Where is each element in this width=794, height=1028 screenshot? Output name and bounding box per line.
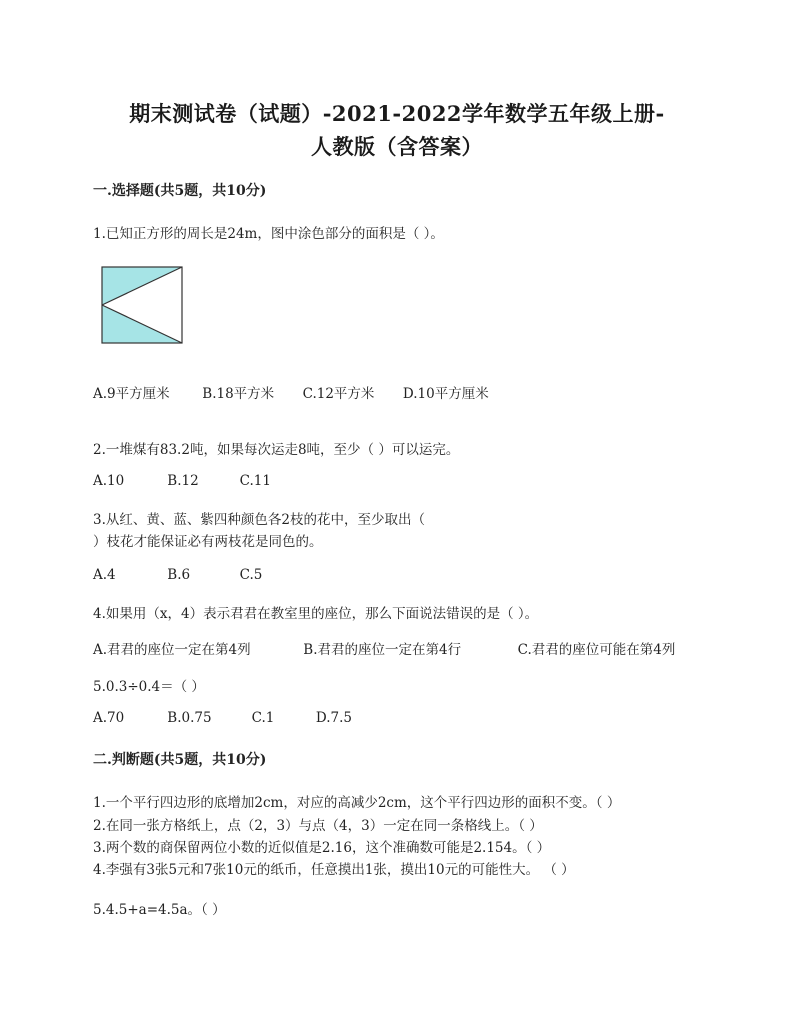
option-b: B.12 bbox=[167, 473, 199, 489]
option-b: B.0.75 bbox=[167, 710, 212, 726]
square-shaded-figure bbox=[101, 266, 183, 348]
question-1-stem: 1.已知正方形的周长是24m，图中涂色部分的面积是（ ）。 bbox=[93, 226, 444, 242]
true-false-item-2: 2.在同一张方格纸上，点（2，3）与点（4，3）一定在同一条格线上。（ ） bbox=[93, 818, 543, 834]
question-5-stem: 5.0.3÷0.4＝（ ） bbox=[93, 679, 205, 695]
question-2-stem: 2.一堆煤有83.2吨，如果每次运走8吨，至少（ ）可以运完。 bbox=[93, 442, 460, 458]
option-a: A.4 bbox=[93, 567, 116, 583]
option-b: B.君君的座位一定在第4行 bbox=[303, 642, 462, 658]
question-3-stem-line-2: ）枝花才能保证必有两枝花是同色的。 bbox=[93, 534, 323, 550]
option-c: C.12平方米 bbox=[302, 386, 375, 402]
question-4-stem: 4.如果用（x，4）表示君君在教室里的座位，那么下面说法错误的是（ ）。 bbox=[93, 606, 539, 622]
option-c: C.5 bbox=[239, 567, 263, 583]
option-c: C.1 bbox=[251, 710, 275, 726]
true-false-item-1: 1.一个平行四边形的底增加2cm，对应的高减少2cm，这个平行四边形的面积不变。（ ） bbox=[93, 795, 621, 811]
question-4-options bbox=[93, 638, 675, 658]
option-b: B.18平方米 bbox=[202, 386, 275, 402]
square-diagram bbox=[101, 266, 183, 344]
option-a: A.君君的座位一定在第4列 bbox=[93, 642, 251, 658]
option-a: A.9平方厘米 bbox=[93, 386, 170, 402]
section-1-heading: 一.选择题(共5题，共10分) bbox=[93, 183, 267, 199]
option-d: D.10平方厘米 bbox=[402, 386, 489, 402]
true-false-item-3: 3.两个数的商保留两位小数的近似值是2.16，这个准确数可能是2.154。（ ） bbox=[93, 840, 551, 856]
option-b: B.6 bbox=[167, 567, 191, 583]
true-false-item-4: 4.李强有3张5元和7张10元的纸币，任意摸出1张，摸出10元的可能性大。 （ ） bbox=[93, 862, 575, 878]
option-a: A.10 bbox=[93, 473, 125, 489]
section-2-heading: 二.判断题(共5题，共10分) bbox=[93, 752, 267, 768]
option-a: A.70 bbox=[93, 710, 125, 726]
true-false-item-5: 5.4.5+a=4.5a。（ ） bbox=[93, 902, 226, 918]
question-3-options bbox=[93, 567, 262, 583]
question-3-stem-line-1: 3.从红、黄、蓝、紫四种颜色各2枝的花中，至少取出（ bbox=[93, 512, 425, 528]
option-d: D.7.5 bbox=[315, 710, 352, 726]
question-5-options bbox=[93, 710, 352, 726]
document-title-line-2: 人教版（含答案） bbox=[311, 134, 483, 159]
option-c: C.11 bbox=[239, 473, 271, 489]
question-1-options bbox=[93, 382, 489, 402]
question-2-options bbox=[93, 473, 271, 489]
document-title-line-1: 期末测试卷（试题）-2021-2022学年数学五年级上册- bbox=[129, 101, 665, 126]
option-c: C.君君的座位可能在第4列 bbox=[517, 642, 676, 658]
